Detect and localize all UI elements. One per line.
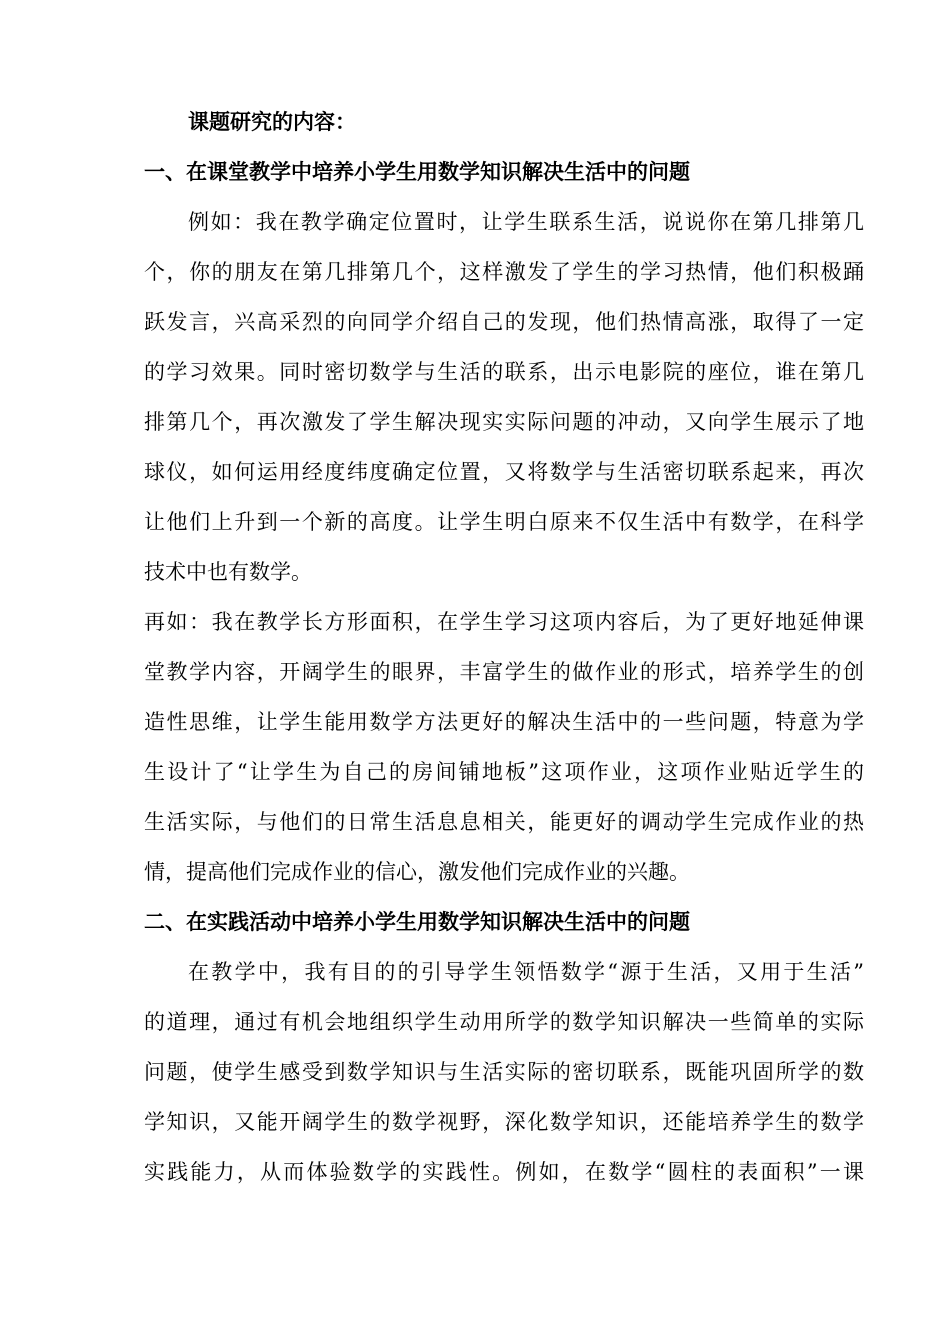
paragraph-line: 的道理，通过有机会地组织学生动用所学的数学知识解决一些简单的实际: [144, 1010, 864, 1034]
paragraph-line: 学知识，又能开阔学生的数学视野，深化数学知识，还能培养学生的数学: [144, 1110, 864, 1134]
paragraph-line: 堂教学内容，开阔学生的眼界，丰富学生的做作业的形式，培养学生的创: [144, 660, 864, 684]
paragraph-line: 跃发言，兴高采烈的向同学介绍自己的发现，他们热情高涨，取得了一定: [144, 310, 864, 334]
paragraph-line: 例如：我在教学确定位置时，让学生联系生活，说说你在第几排第几: [188, 210, 864, 234]
paragraph-line: 技术中也有数学。: [144, 560, 312, 584]
paragraph-line: 在教学中，我有目的的引导学生领悟数学“源于生活，又用于生活”: [188, 960, 864, 984]
paragraph-line: 实践能力，从而体验数学的实践性。例如，在数学“圆柱的表面积”一课: [144, 1160, 864, 1184]
section-2-heading: 二、在实践活动中培养小学生用数学知识解决生活中的问题: [144, 909, 690, 934]
paragraph-line: 排第几个，再次激发了学生解决现实实际问题的冲动，又向学生展示了地: [144, 410, 864, 434]
paragraph-line: 造性思维，让学生能用数学方法更好的解决生活中的一些问题，特意为学: [144, 710, 864, 734]
paragraph-line: 个，你的朋友在第几排第几个，这样激发了学生的学习热情，他们积极踊: [144, 260, 864, 284]
paragraph-line: 情，提高他们完成作业的信心，激发他们完成作业的兴趣。: [144, 860, 690, 884]
paragraph-line: 问题，使学生感受到数学知识与生活实际的密切联系，既能巩固所学的数: [144, 1060, 864, 1084]
paragraph-line: 的学习效果。同时密切数学与生活的联系，出示电影院的座位，谁在第几: [144, 360, 864, 384]
paragraph-line: 生活实际，与他们的日常生活息息相关，能更好的调动学生完成作业的热: [144, 810, 864, 834]
intro-heading: 课题研究的内容：: [188, 109, 356, 134]
paragraph-line: 球仪，如何运用经度纬度确定位置，又将数学与生活密切联系起来，再次: [144, 460, 864, 484]
section-1-heading: 一、在课堂教学中培养小学生用数学知识解决生活中的问题: [144, 159, 690, 184]
paragraph-line: 再如：我在教学长方形面积，在学生学习这项内容后，为了更好地延伸课: [144, 610, 864, 634]
paragraph-line: 生设计了“让学生为自己的房间铺地板”这项作业，这项作业贴近学生的: [144, 760, 864, 784]
paragraph-line: 让他们上升到一个新的高度。让学生明白原来不仅生活中有数学，在科学: [144, 510, 864, 534]
